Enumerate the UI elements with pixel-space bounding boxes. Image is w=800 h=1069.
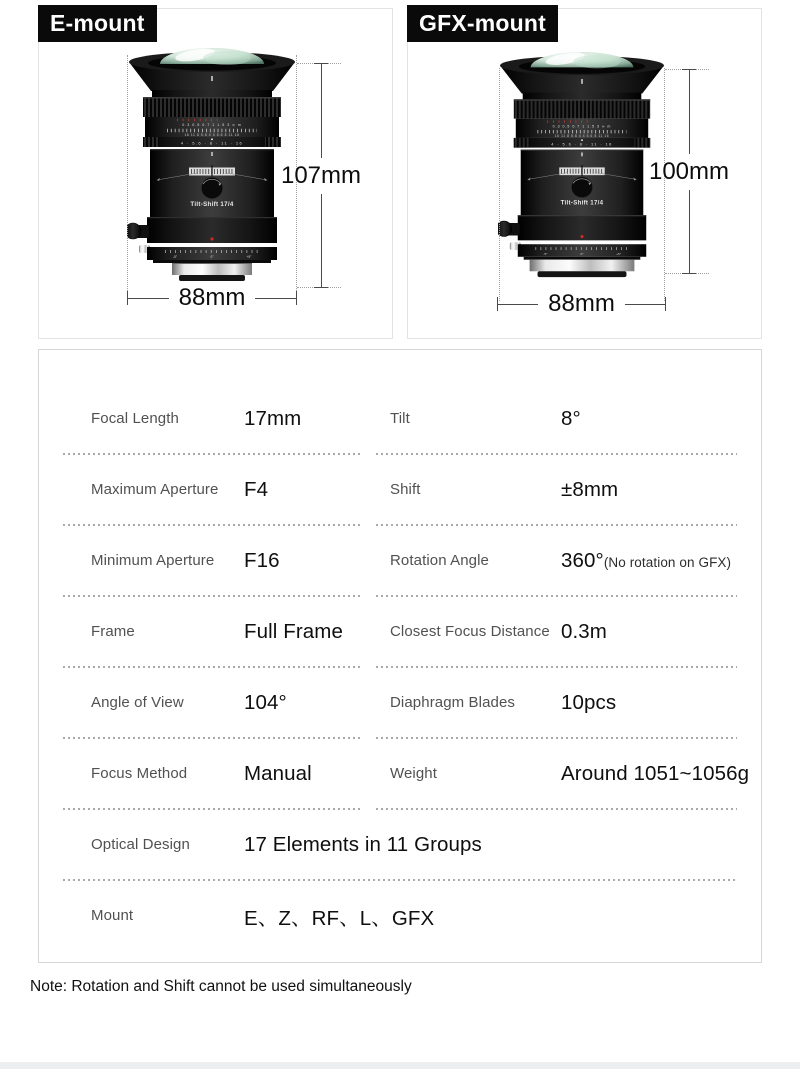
rotation-scale-center: 0°	[210, 255, 214, 259]
spec-value: F16	[244, 548, 280, 572]
guide-line-left	[499, 68, 500, 301]
spec-value: ±8mm	[561, 477, 619, 501]
dim-line	[498, 304, 538, 305]
spec-value: E、Z、RF、L、GFX	[244, 906, 435, 930]
spec-label: Closest Focus Distance	[390, 623, 550, 640]
height-dimension-label: 107mm	[280, 161, 362, 189]
spec-label: Maximum Aperture	[91, 481, 219, 498]
dim-line	[255, 298, 296, 299]
spec-value: 10pcs	[561, 690, 617, 714]
focus-ring	[143, 97, 281, 117]
spec-label: Shift	[390, 481, 421, 498]
spec-label: Diaphragm Blades	[390, 694, 515, 711]
footnote: Note: Rotation and Shift cannot be used simultaneously	[30, 978, 412, 995]
row-separator	[63, 453, 737, 455]
spec-row	[39, 526, 761, 595]
dim-line	[689, 70, 690, 154]
width-dimension	[127, 283, 297, 313]
bottom-strip	[0, 1062, 800, 1069]
focus-ring	[514, 99, 650, 118]
spec-row	[39, 739, 761, 808]
dim-cap	[682, 273, 696, 274]
spec-row	[39, 455, 761, 524]
tilt-knob	[201, 177, 223, 199]
mount-lip	[538, 271, 627, 277]
aperture-scale-text: 4 · 5.6 · 8 · 11 · 16	[551, 141, 613, 147]
mount-tag-e: E-mount	[38, 5, 157, 42]
rotation-scale-right: +5°	[246, 255, 252, 259]
panel-e-mount	[38, 8, 393, 339]
spec-row	[39, 384, 761, 453]
rotation-scale-left: -5°	[172, 255, 178, 259]
rotation-scale-left: -5°	[543, 251, 548, 256]
lens-engraving: Tilt-Shift 17/4	[190, 201, 234, 208]
mount-chrome-ring	[172, 263, 252, 275]
distance-scale-text: 0.3 0.5 0.7 1 1.5 3 ∞ m	[182, 123, 242, 127]
mount-lip	[179, 275, 245, 281]
spec-value: Manual	[244, 761, 312, 785]
dim-cap	[314, 287, 328, 288]
red-index-dot	[580, 235, 583, 238]
lens-photo-e-mount	[127, 47, 297, 283]
dim-line	[128, 298, 169, 299]
dof-scale-text: 16 11 8 5.6 4 4 5.6 8 11 16	[184, 133, 240, 137]
spec-row	[39, 668, 761, 737]
spec-label: Tilt	[390, 410, 410, 427]
width-dimension	[497, 289, 666, 319]
red-index-dot	[210, 237, 213, 240]
spec-table	[38, 349, 762, 963]
spec-label: Focus Method	[91, 765, 188, 782]
dof-scale-text: 16 11 8 5.6 4 4 5.6 8 11 16	[554, 134, 610, 138]
row-separator	[63, 666, 737, 668]
spec-value: 17 Elements in 11 Groups	[244, 832, 482, 856]
spec-label: Rotation Angle	[390, 552, 489, 569]
distance-scale-text: 0.3 0.5 0.7 1 1.5 3 ∞ m	[552, 124, 612, 129]
spec-value: F4	[244, 477, 269, 501]
spec-value: 104°	[244, 690, 287, 714]
spec-row-optical-design	[39, 810, 761, 879]
aperture-scale-text: 4 · 5.6 · 8 · 11 · 16	[180, 140, 244, 146]
guide-line-left	[127, 55, 128, 301]
dim-cap	[665, 297, 666, 311]
width-dimension-label: 88mm	[548, 290, 615, 317]
spec-label: Mount	[91, 907, 134, 924]
tilt-knob	[571, 177, 593, 198]
rotation-scale-right: +5°	[616, 251, 621, 256]
spec-label: Angle of View	[91, 694, 184, 711]
height-dimension-label: 100mm	[648, 157, 730, 185]
spec-value: Full Frame	[244, 619, 343, 643]
spec-label: Focal Length	[91, 410, 179, 427]
dim-line	[625, 304, 665, 305]
spec-label: Optical Design	[91, 836, 190, 853]
spec-label: Weight	[390, 765, 438, 782]
row-separator	[63, 808, 737, 810]
row-separator	[63, 595, 737, 597]
spec-value: 8°	[561, 406, 581, 430]
spec-row	[39, 597, 761, 666]
height-dimension	[281, 63, 361, 288]
height-dimension	[649, 69, 729, 274]
spec-value: 360°(No rotation on GFX)	[561, 548, 732, 572]
dim-line	[689, 190, 690, 274]
row-separator	[63, 737, 737, 739]
width-dimension-label: 88mm	[178, 284, 246, 311]
mount-tag-gfx: GFX-mount	[407, 5, 558, 42]
lens-engraving: Tilt-Shift 17/4	[560, 200, 604, 207]
lens-photo-gfx-mount	[498, 51, 666, 279]
spec-value: 0.3m	[561, 619, 607, 643]
spec-value-suffix: (No rotation on GFX)	[603, 554, 732, 570]
spec-value: 17mm	[244, 406, 302, 430]
spec-row-mount	[39, 881, 761, 950]
mount-chrome-ring	[530, 260, 635, 272]
rotation-scale-center: 0°	[580, 251, 584, 256]
panel-gfx-mount	[407, 8, 762, 339]
spec-label: Frame	[91, 623, 135, 640]
spec-value: Around 1051~1056g	[561, 761, 750, 785]
dim-line	[321, 64, 322, 158]
dim-line	[321, 194, 322, 288]
spec-label: Minimum Aperture	[91, 552, 215, 569]
dim-cap	[296, 291, 297, 305]
row-separator-full	[63, 879, 737, 881]
row-separator	[63, 524, 737, 526]
